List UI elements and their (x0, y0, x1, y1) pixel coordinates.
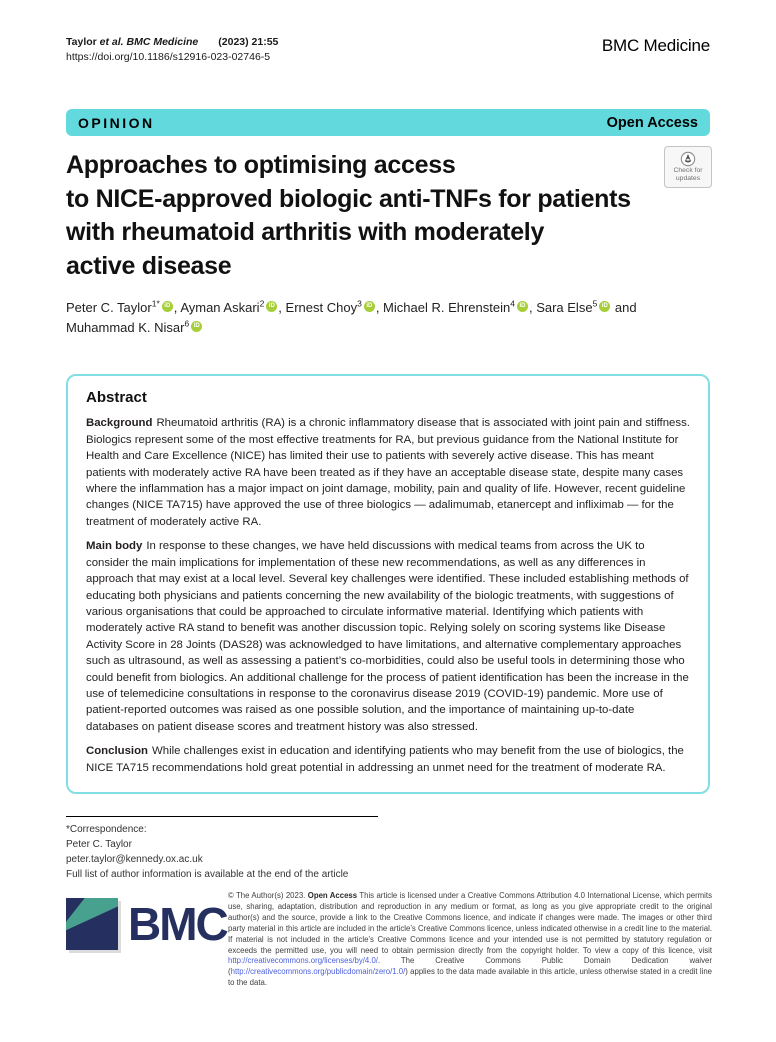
open-access-label: Open Access (606, 114, 698, 131)
author: Peter C. Taylor$^{1*}$ iD (66, 300, 174, 315)
abstract-section (86, 415, 690, 530)
text-segment: © The Author(s) 2023. (228, 891, 308, 900)
author: Michael R. Ehrenstein$^4$ iD (383, 300, 529, 315)
abstract-heading: Abstract (86, 389, 147, 407)
author-info-note: Full list of author information is available at the end of the article (66, 869, 349, 881)
author-affiliation-sup: 1* (151, 298, 160, 309)
text-segment: et al. BMC Medicine (99, 36, 199, 48)
orcid-icon[interactable]: iD (517, 301, 528, 312)
text-segment: (2023) 21:55 (218, 36, 279, 48)
correspondence-email[interactable]: peter.taylor@kennedy.ox.ac.uk (66, 854, 203, 866)
license-link[interactable]: http://creativecommons.org/licenses/by/4.0/ (228, 956, 378, 966)
abstract-section-text: In response to these changes, we have held discussions with medical teams from across the UK to consider the main implications for implementation of these new recommendations, as well as any differences in approach that may exist at a local level. Several key challenges were identified. These included establishing methods of educating both physicians and patients concerning the new availability of the biologic treatments, with suggestions of various organisations that could be approached to circulate informative material. Identifying which patients with moderately active RA stand to benefit was another discussion topic. Relying solely on scoring systems like Disease Activity Score in 28 Joints (DAS28) was acknowledged to have limitations, and alternative complementary approaches such as ultrasound, as well as assessing a patient’s co-morbidities, could also be useful tools in determining those who could benefit from biologics. An additional challenge for the process of patient identification has been the increase in the use of telemedicine consultations in response to the coronavirus disease 2019 (COVID-19) pandemic. More use of patient-reported outcomes was raised as one possible solution, and the importance of maintaining up-to-date databases on patient disease scores and treatment history was also stressed. (86, 540, 689, 733)
abstract-section-label: Main body (86, 540, 143, 553)
citation-block (66, 36, 278, 63)
publisher-footer (66, 891, 712, 989)
author-affiliation-sup: 2 (259, 298, 265, 309)
badge-label-line2: updates (675, 175, 701, 182)
correspondence-block (66, 816, 710, 882)
text-segment: Taylor (66, 36, 100, 48)
abstract-section-text: Rheumatoid arthritis (RA) is a chronic inflammatory disease that is associated with joint pain and stiffness. Biologics represent some of the most effective treatments for RA, but previous guidance from the National Institute for Health and Care Excellence (NICE) has limited their use to patients with severely active disease. This has meant patients with moderately active RA have been treated as if they have an acceptable disease state, despite many cases where the inflammation has a major impact on joint damage, mobility, pain and quality of life. However, recent guideline changes (NICE TA715) have approved the use of three biologics — adalimumab, etanercept and infliximab — for the treatment of moderately active RA. (86, 417, 690, 528)
abstract-section-label: Conclusion (86, 745, 149, 758)
text-segment: ) applies to the data made available in this article, unless otherwise stated in a credit line to the data. (228, 967, 712, 988)
orcid-icon[interactable]: iD (599, 301, 610, 312)
abstract-sections (86, 415, 690, 776)
author-affiliation-sup: 4 (510, 298, 515, 309)
bmc-logo-text: BMC (128, 898, 227, 950)
abstract-section-text: While challenges exist in education and identifying patients who may benefit from the use of biologics, the NICE TA715 recommendations hold great potential in addressing an unmet need for the treatment of moderate RA. (86, 745, 684, 774)
author: Ayman Askari$^2$ iD (180, 300, 278, 315)
article-type-label: OPINION (78, 114, 155, 131)
badge-label-line1: Check for (673, 166, 703, 174)
abstract-box (66, 374, 710, 794)
text-segment: Open Access (307, 891, 358, 900)
author-affiliation-sup: 5 (592, 298, 598, 309)
bmc-logo-triangle (66, 898, 118, 950)
orcid-icon[interactable]: iD (364, 301, 375, 312)
journal-name: BMC Medicine (601, 36, 710, 55)
author-list: Peter C. Taylor$^{1*}$ iD , Ayman Askari$^2$ iD , Ernest Choy$^3$ iD , Michael R. Ehrenstein$^4$ iD , Sara Else$^5$ iD and Muhammad K. Nisar$^6$ iD (66, 298, 637, 336)
text-segment: This article is licensed under a Creative Commons Attribution 4.0 International License, which permits use, sharing, adaptation, distribution and reproduction in any medium or format, as long as you give appropriate credit to the original author(s) and the source, provide a link to the Creative Commons licence, and indicate if changes were made. The images or other third party material in this article are included in the article’s Creative Commons licence, unless indicated otherwise in a credit line to the material. If material is not included in the article’s Creative Commons licence and your intended use is not permitted by statutory regulation or exceeds the permitted use, you will need to obtain permission directly from the copyright holder. To view a copy of this licence, visit (228, 891, 712, 955)
doi-link[interactable]: https://doi.org/10.1186/s12916-023-02746-5 (66, 51, 271, 63)
abstract-section-label: Background (86, 417, 153, 430)
text-segment: . The Creative Commons Public Domain Dedication waiver ( (228, 956, 712, 977)
orcid-icon[interactable]: iD (191, 321, 202, 332)
author: Sara Else$^5$ iD (536, 300, 611, 315)
author-affiliation-sup: 3 (357, 298, 362, 309)
license-text (228, 891, 712, 989)
orcid-icon[interactable]: iD (162, 301, 173, 312)
citation-line (66, 36, 278, 48)
orcid-icon[interactable]: iD (266, 301, 277, 312)
check-for-updates-badge[interactable] (664, 146, 712, 188)
author: Muhammad K. Nisar$^6$ iD (66, 320, 203, 335)
correspondence-marker: *Correspondence: (66, 824, 147, 836)
abstract-section (86, 538, 690, 735)
author-affiliation-sup: 6 (184, 318, 190, 329)
footnote-divider (66, 816, 378, 817)
crossmark-icon (680, 151, 696, 167)
author: Ernest Choy$^3$ iD (286, 300, 376, 315)
article-title: Approaches to optimising access to NICE-approved biologic anti-TNFs for patients with rheumatoid arthritis with moderately active disease (66, 151, 631, 280)
license-link[interactable]: http://creativecommons.org/publicdomain/zero/1.0/ (230, 967, 406, 977)
correspondence-name: Peter C. Taylor (66, 839, 132, 851)
bmc-logo-icon (66, 898, 118, 950)
bmc-logo (66, 897, 228, 951)
journal-header (66, 36, 710, 63)
article-type-banner (66, 109, 710, 136)
abstract-section (86, 743, 690, 776)
